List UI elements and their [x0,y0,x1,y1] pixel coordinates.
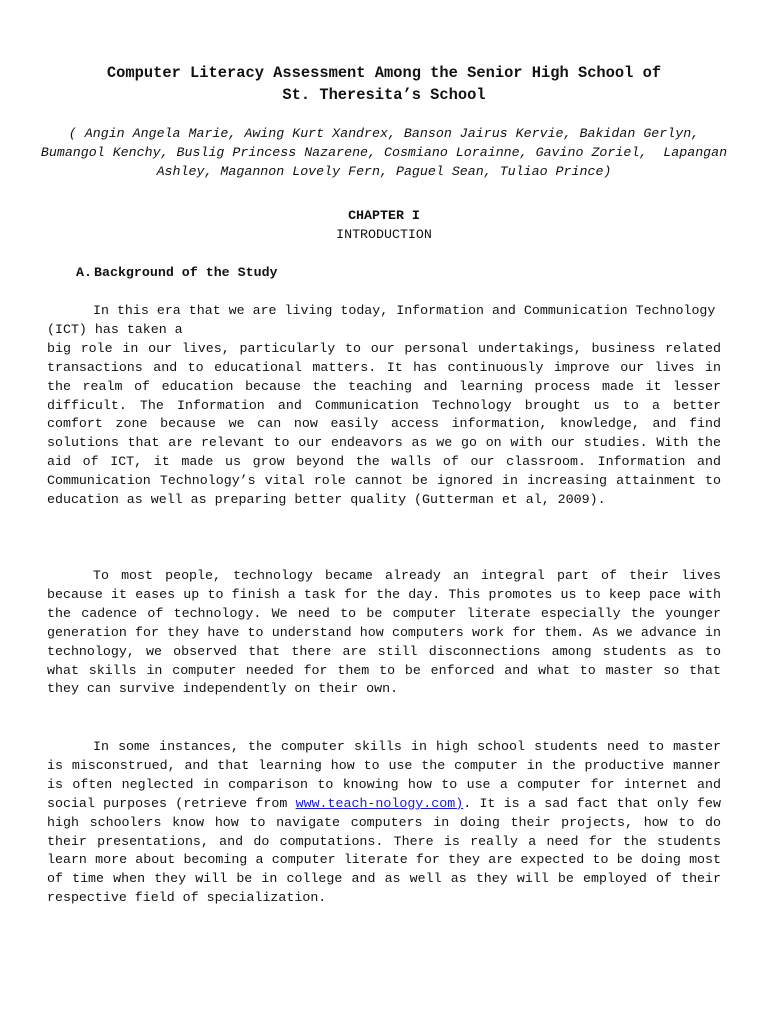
page-title [40,62,728,106]
paragraph-1-first-line: In this era that we are living today, Information and Communication Technology (ICT) has taken a [47,303,716,337]
paragraph-3 [47,738,721,908]
paragraph-3-text-a: In some instances, the computer skills in high school students need to master is misconstrued, and that learning how to use the computer in the productive manner is often neglected in comparison to knowing how to use a computer for internet and social purposes (retrieve from [47,739,721,811]
chapter-subtitle: INTRODUCTION [336,227,432,242]
section-letter: A. [76,265,92,280]
section-heading [76,264,278,283]
paragraph-2: To most people, technology became already an integral part of their lives because it eases up to finish a task for the day. This promotes us to keep pace with the cadence of technology. We need to be computer literate especially the younger generation for they have to understand how computers work for them. As we advance in technology, we observed that there are still disconnections among students as to what skills in computer needed for them to be enforced and what to master so that they can survive independently on their own. [47,568,721,697]
authors-line-1: ( Angin Angela Marie, Awing Kurt Xandrex, Banson Jairus Kervie, Bakidan Gerlyn, [68,126,700,141]
section-title: Background of the Study [94,265,278,280]
paragraph-3-text-b: . It is a sad fact that only few high schoolers know how to navigate computers in doing their projects, how to do their presentations, and do computations. There is really a need for the students learn more about becoming a computer literate for they are expected to be doing most of time when they will be in college and as well as they will be employed of their respective field of specialization. [47,795,721,906]
paragraph-1 [47,302,721,510]
authors-line-2: Bumangol Kenchy, Buslig Princess Nazarene, Cosmiano Lorainne, Gavino Zoriel, Lapangan [40,145,728,160]
author-list [40,124,728,181]
title-line-1: Computer Literacy Assessment Among the Senior High School of [106,64,662,82]
paragraph-1-body: big role in our lives, particularly to our personal undertakings, business related transactions and to educational matters. It has continuously improve our lives in the realm of education because the teaching and learning process made it lesser difficult. The Information and Communication Technology brought us to a better comfort zone because we can now easily access information, knowledge, and find solutions that are relevant to our endeavors as we go on with our studies. With the aid of ICT, it made us grow beyond the walls of our classroom. Information and Communication Technology’s vital role cannot be ignored in increasing attainment to education as well as preparing better quality (Gutterman et al, 2009). [47,340,721,508]
chapter-heading: CHAPTER I [348,208,420,223]
source-link[interactable]: www.teach-nology.com) [295,795,464,811]
authors-line-3: Ashley, Magannon Lovely Fern, Paguel Sean, Tuliao Prince) [156,164,612,179]
title-line-2: St. Theresita’s School [282,86,486,104]
